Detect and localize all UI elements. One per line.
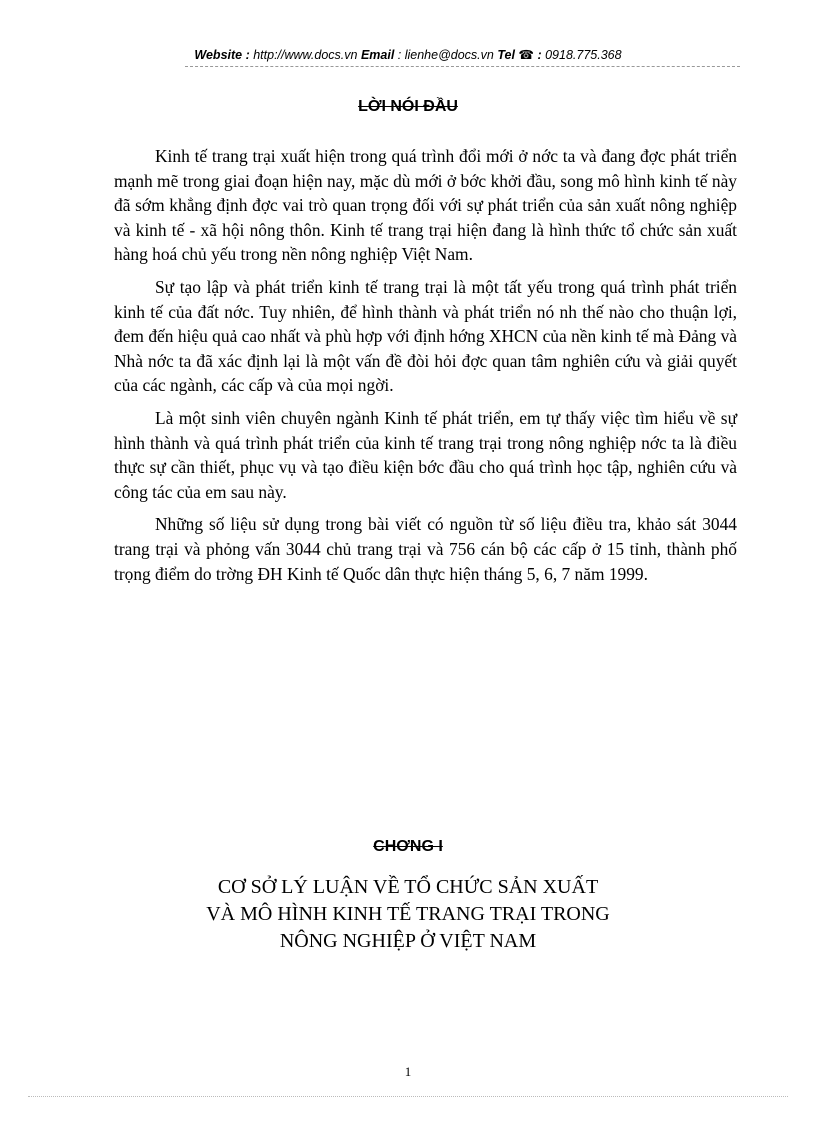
tel-label: Tel ☎ : xyxy=(497,48,542,62)
header-divider xyxy=(185,66,740,67)
website-label: Website : xyxy=(194,48,250,62)
email-label: Email xyxy=(360,48,395,62)
paragraph: Là một sinh viên chuyên ngành Kinh tế phát triển, em tự thấy việc tìm hiểu về sự hình thành và quá trình phát triển của kinh tế trang trại trong nông nghiệp nớc ta là điều thực sự cần thiết, phục vụ và tạo điều kiện bớc đầu cho quá trình học tập, nghiên cứu và công tác của em sau này. xyxy=(114,407,737,502)
chapter-title-line: NÔNG NGHIỆP Ở VIỆT NAM xyxy=(279,930,537,952)
tel-number: 0918.775.368 xyxy=(545,48,622,62)
page-title: LỜI NÓI ĐẦU xyxy=(358,98,458,115)
paragraph: Sự tạo lập và phát triển kinh tế trang trại là một tất yếu trong quá trình phát triển kinh tế của đất nớc. Tuy nhiên, để hình thành và phát triển nó nh thế nào cho thuận lợi, đem đến hiệu quả cao nhất và phù hợp với định hớng XHCN của nền kinh tế mà Đảng và Nhà nớc ta đã xác định lại là một vấn đề đòi hỏi đợc quan tâm nghiên cứu và giải quyết của các ngành, các cấp và của mọi ngời. xyxy=(114,276,737,396)
chapter-title-line: VÀ MÔ HÌNH KINH TẾ TRANG TRẠI TRONG xyxy=(206,903,610,925)
page-header xyxy=(0,47,816,62)
chapter-title-line: CƠ SỞ LÝ LUẬN VỀ TỔ CHỨC SẢN XUẤT xyxy=(217,876,599,898)
website-url[interactable]: http://www.docs.vn xyxy=(253,48,358,62)
paragraph: Kinh tế trang trại xuất hiện trong quá trình đổi mới ở nớc ta và đang đợc phát triển mạnh mẽ trong giai đoạn hiện nay, mặc dù mới ở bớc khởi đầu, song mô hình kinh tế này đã sớm khẳng định đợc vai trò quan trọng đối với sự phát triển của sản xuất nông nghiệp và kinh tế - xã hội nông thôn. Kinh tế trang trại hiện đang là hình thức tổ chức sản xuất hàng hoá chủ yếu trong nền nông nghiệp Việt Nam. xyxy=(114,146,737,265)
footer-divider xyxy=(28,1096,788,1097)
email-address[interactable]: : lienhe@docs.vn xyxy=(397,48,494,62)
page-number: 1 xyxy=(404,1064,412,1079)
body-text xyxy=(114,144,737,594)
chapter-title xyxy=(0,874,816,955)
paragraph: Những số liệu sử dụng trong bài viết có nguồn từ số liệu điều tra, khảo sát 3044 trang trại và phỏng vấn 3044 chủ trang trại và 756 cán bộ các cấp ở 15 tỉnh, thành phố trọng điểm do trờng ĐH Kinh tế Quốc dân thực hiện tháng 5, 6, 7 năm 1999. xyxy=(114,514,737,584)
chapter-label: CHƠNG I xyxy=(373,838,443,855)
